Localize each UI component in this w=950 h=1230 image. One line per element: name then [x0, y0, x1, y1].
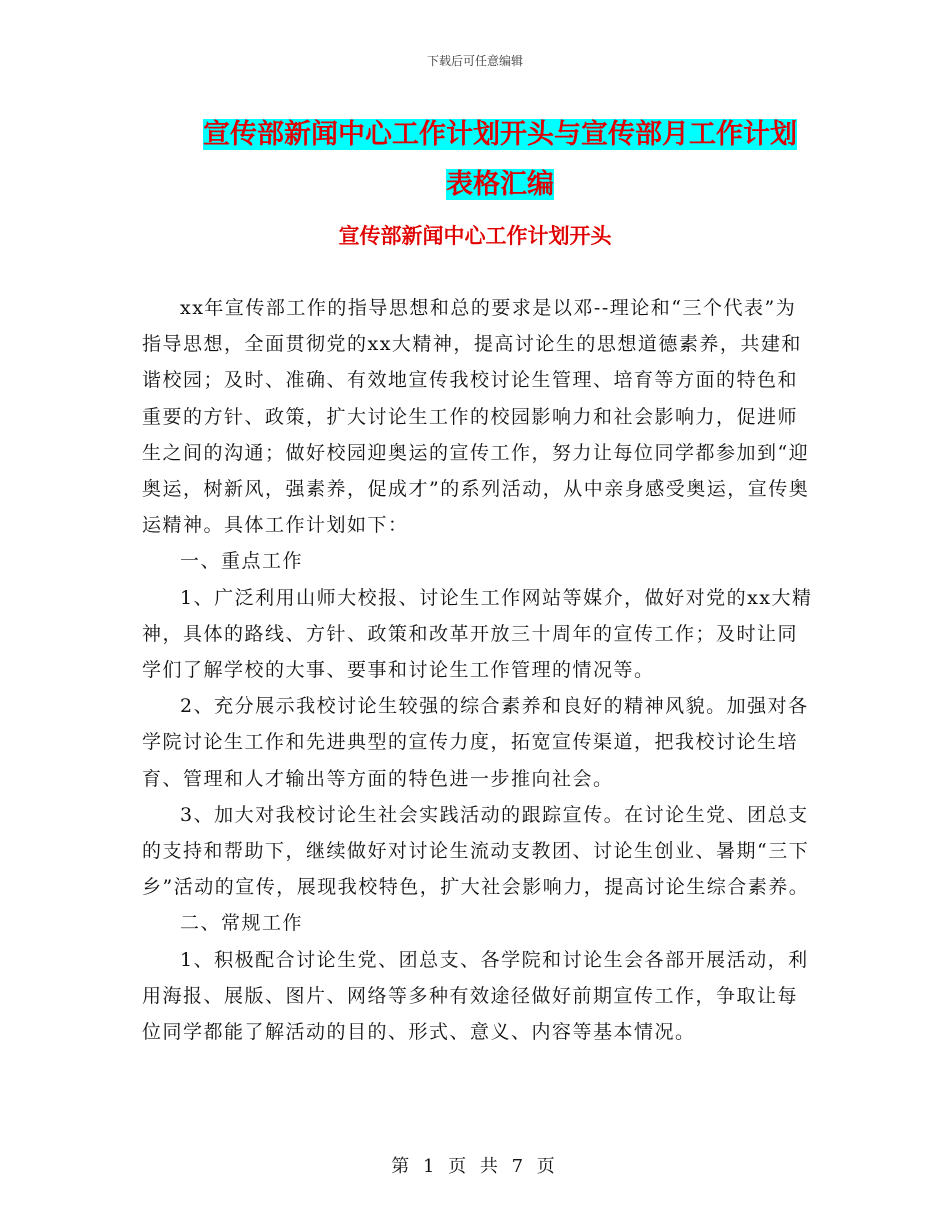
page-number-footer: 第 1 页 共 7 页: [391, 1156, 559, 1177]
section-title: 宣传部新闻中心工作计划开头: [338, 224, 612, 248]
heading-routine-work: 二、常规工作: [180, 912, 304, 935]
paragraph-routine-1: 1、积极配合讨论生党、团总支、各学院和讨论生会各部开展活动，利用海报、展版、图片、网络等多种有效途径做好前期宣传工作，争取让每位同学都能了解活动的目的、形式、意义、内容等基本情况。: [142, 948, 809, 1044]
paragraph-key-3: 3、加大对我校讨论生社会实践活动的跟踪宣传。在讨论生党、团总支的支持和帮助下，继续做好对讨论生流动支教团、讨论生创业、暑期“三下乡”活动的宣传，展现我校特色，扩大社会影响力，提高讨论生综合素养。: [142, 803, 810, 899]
document-title-text: 宣传部新闻中心工作计划开头与宣传部月工作计划表格汇编: [203, 119, 797, 200]
header-note: 下载后可任意编辑: [426, 54, 523, 68]
document-title: [190, 110, 810, 210]
paragraph-intro: xx年宣传部工作的指导思想和总的要求是以邓--理论和“三个代表”为指导思想，全面贯彻党的xx大精神，提高讨论生的思想道德素养，共建和谐校园；及时、准确、有效地宣传我校讨论生管理、培育等方面的特色和重要的方针、政策，扩大讨论生工作的校园影响力和社会影响力，促进师生之间的沟通；做好校园迎奥运的宣传工作，努力让每位同学都参加到“迎奥运，树新风，强素养，促成才”的系列活动，从中亲身感受奥运，宣传奥运精神。具体工作计划如下：: [142, 297, 810, 537]
document-body: [142, 290, 814, 1050]
paragraph-key-2: 2、充分展示我校讨论生较强的综合素养和良好的精神风貌。加强对各学院讨论生工作和先进典型的宣传力度，拓宽宣传渠道，把我校讨论生培育、管理和人才输出等方面的特色进一步推向社会。: [142, 695, 809, 790]
paragraph-key-1: 1、广泛利用山师大校报、讨论生工作网站等媒介，做好对党的xx大精神，具体的路线、方针、政策和改革开放三十周年的宣传工作；及时让同学们了解学校的大事、要事和讨论生工作管理的情况等。: [142, 586, 813, 682]
heading-key-work: 一、重点工作: [180, 550, 304, 573]
